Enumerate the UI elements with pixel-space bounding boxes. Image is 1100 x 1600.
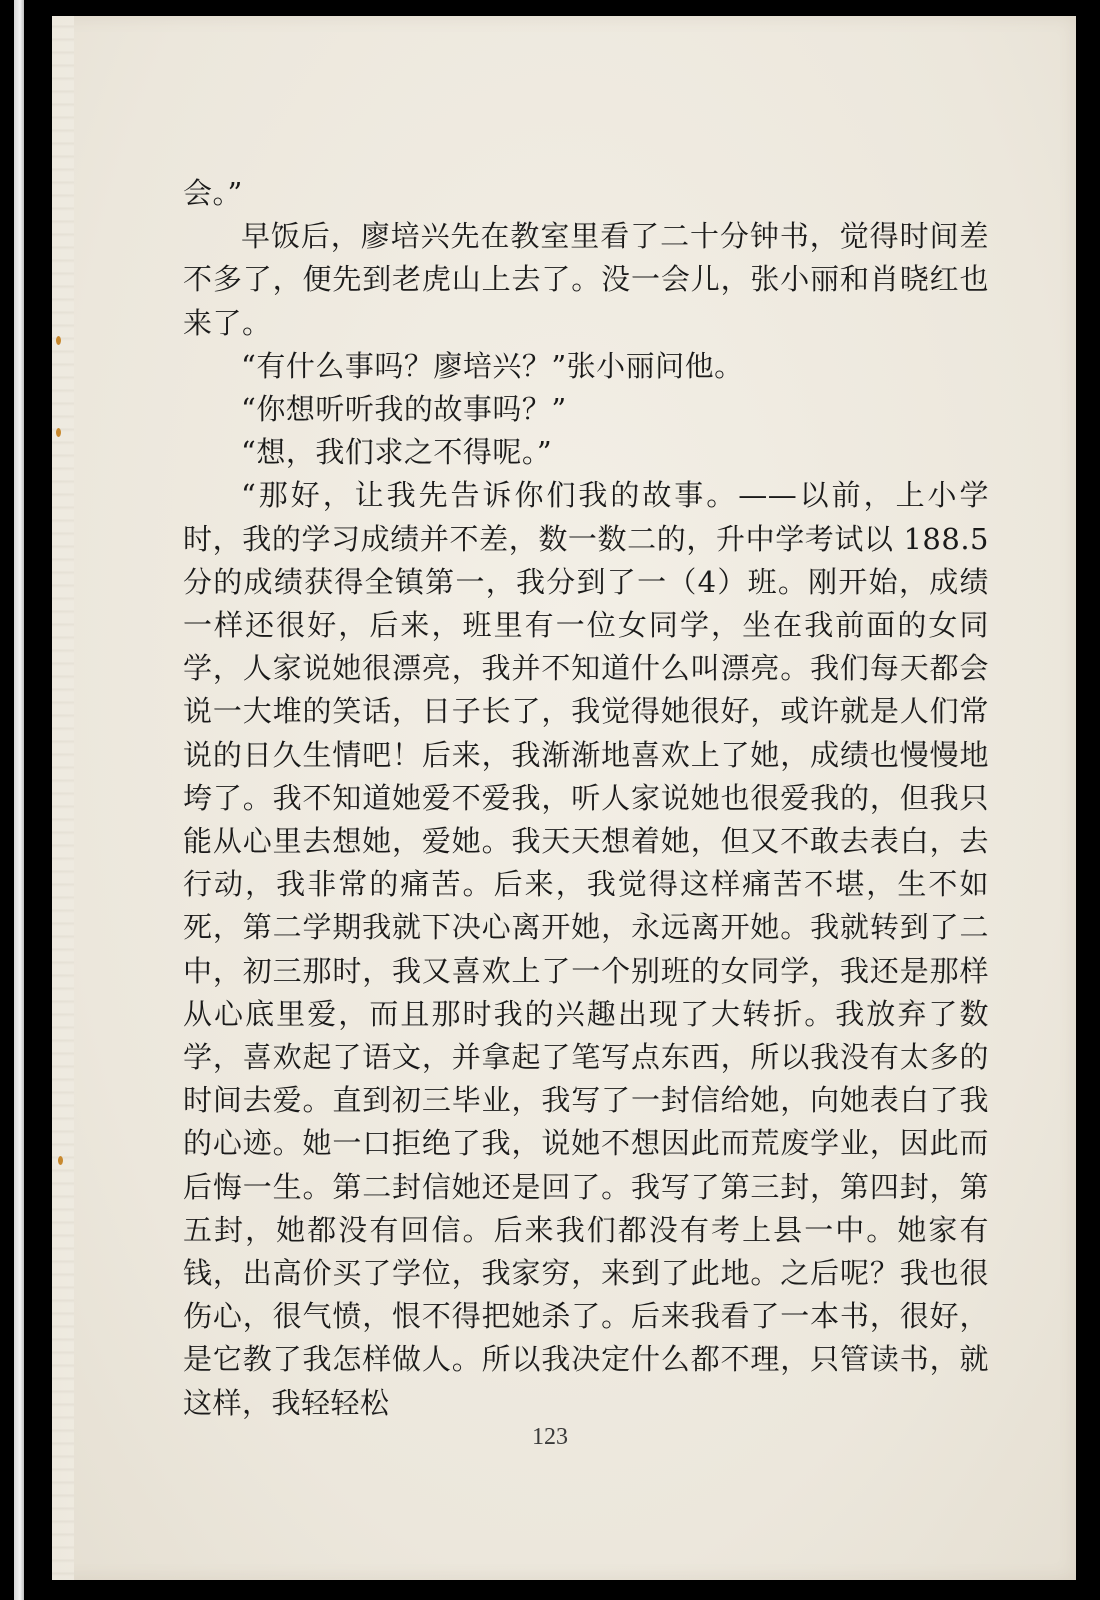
body-text — [183, 172, 989, 1425]
adjacent-page-edge — [14, 0, 24, 1600]
torn-left-edge — [52, 16, 74, 1580]
paragraph-continuation: 会。” — [183, 176, 243, 210]
paragraph-dialogue: “你想听听我的故事吗？” — [241, 392, 567, 427]
binding-hole-mark — [58, 1156, 63, 1165]
page-number: 123 — [532, 1424, 568, 1450]
paragraph-dialogue: “想，我们求之不得呢。” — [241, 435, 553, 470]
paragraph-dialogue: “有什么事吗？廖培兴？”张小丽问他。 — [241, 348, 744, 383]
binding-hole-mark — [56, 336, 61, 345]
paragraph-story: “那好，让我先告诉你们我的故事。——以前，上小学时，我的学习成绩并不差，数一数二的，升中学考试以 188.5 分的成绩获得全镇第一，我分到了一（4）班。刚开始，成绩一样还很好，后来，班里有一位女同学，坐在我前面的女同学，人家说她很漂亮，我并不知道什么叫漂亮。我们每天都会说一大堆的笑话，日子长了，我觉得她很好，或许就是人们常说的日久生情吧！后来，我渐渐地喜欢上了她，成绩也慢慢地垮了。我不知道她爱不爱我，听人家说她也很爱我的，但我只能从心里去想她，爱她。我天天想着她，但又不敢去表白，去行动，我非常的痛苦。后来，我觉得这样痛苦不堪，生不如死，第二学期我就下决心离开她，永远离开她。我就转到了二中，初三那时，我又喜欢上了一个别班的女同学，我还是那样从心底里爱，而且那时我的兴趣出现了大转折。我放弃了数学，喜欢起了语文，并拿起了笔写点东西，所以我没有太多的时间去爱。直到初三毕业，我写了一封信给她，向她表白了我的心迹。她一口拒绝了我，说她不想因此而荒废学业，因此而后悔一生。第二封信她还是回了。我写了第三封，第四封，第五封，她都没有回信。后来我们都没有考上县一中。她家有钱，出高价买了学位，我家穷，来到了此地。之后呢？我也很伤心，很气愤，恨不得把她杀了。后来我看了一本书，很好，是它教了我怎样做人。所以我决定什么都不理，只管读书，就这样，我轻轻松 — [183, 478, 989, 1420]
binding-hole-mark — [56, 428, 61, 437]
paragraph: 早饭后，廖培兴先在教室里看了二十分钟书，觉得时间差不多了，便先到老虎山上去了。没一会儿，张小丽和肖晓红也来了。 — [183, 219, 989, 340]
